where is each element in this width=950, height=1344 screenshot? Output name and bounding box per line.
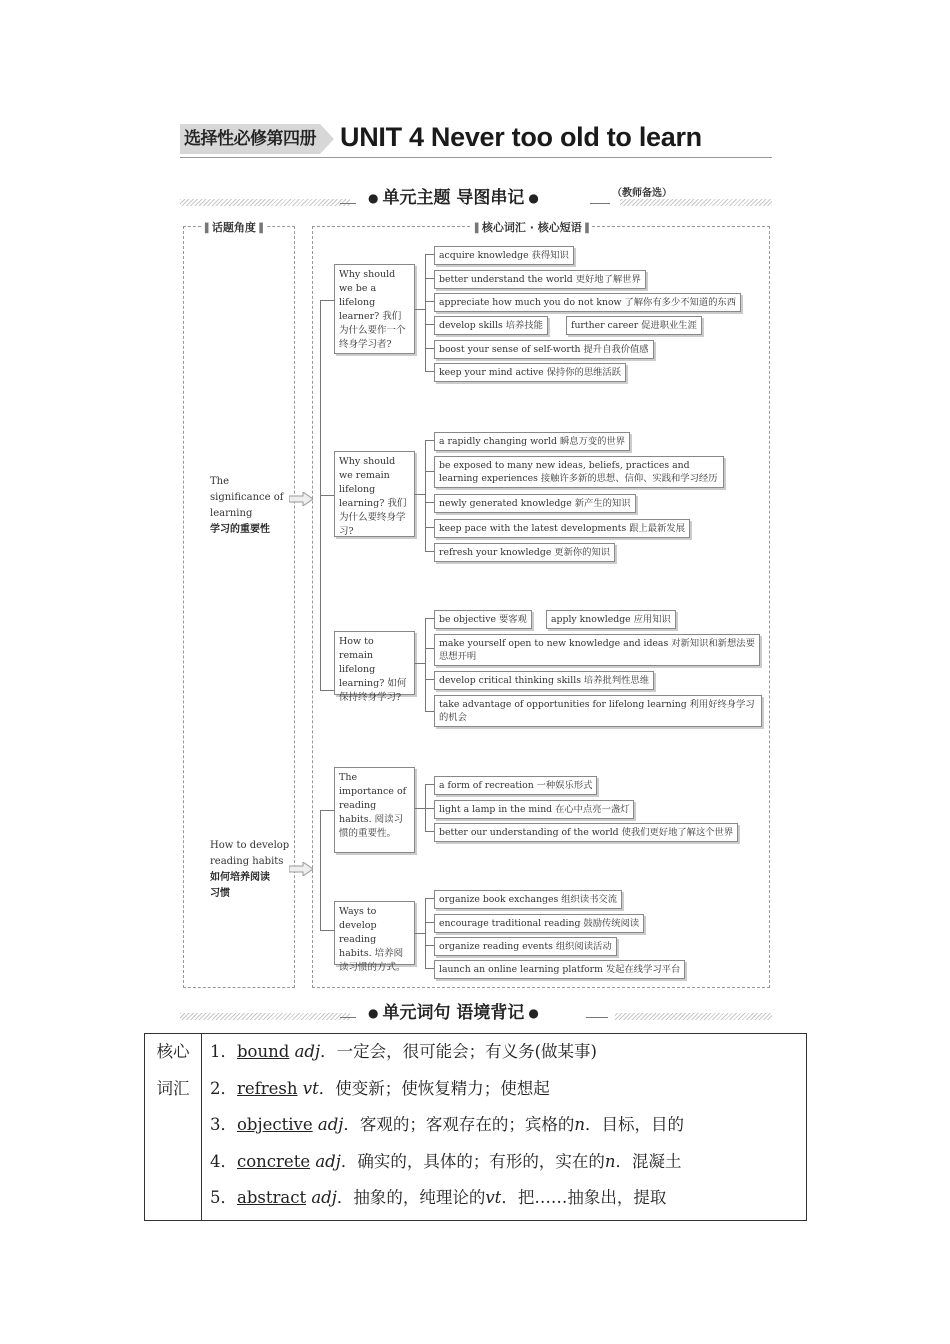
header-rule <box>180 157 772 158</box>
branch-line <box>320 690 334 691</box>
item-tick <box>425 922 434 923</box>
item-bracket <box>425 898 426 968</box>
topic-column-header: ▌ 话题角度 ▐ <box>202 219 266 235</box>
item-tick <box>425 551 434 552</box>
vocab-column-header: ▌ 核心词汇 · 核心短语 ▐ <box>472 219 592 235</box>
vocab-table <box>144 1033 807 1221</box>
item-tick <box>425 278 434 279</box>
item-tick <box>425 502 434 503</box>
phrase-item: appreciate how much you do not know 了解你有多少不知道的东西 <box>434 293 741 312</box>
branch-line <box>320 810 321 930</box>
phrase-item: organize book exchanges 组织读书交流 <box>434 890 622 909</box>
banner2-right-tick <box>586 1017 608 1018</box>
item-tick <box>425 440 434 441</box>
question-box-4: The importance of reading habits. 阅读习惯的重要性。 <box>334 767 415 853</box>
item-tick <box>425 898 434 899</box>
phrase-item: further career 促进职业生涯 <box>566 316 702 335</box>
banner1-note: （教师备选） <box>612 188 672 199</box>
unit-title: UNIT 4 Never too old to learn <box>340 122 702 152</box>
branch-line <box>320 495 334 496</box>
topic-reading-habits: How to develop reading habits 如何培养阅读习惯 <box>210 840 290 899</box>
item-tick <box>425 808 434 809</box>
item-bracket <box>415 933 425 934</box>
item-tick <box>425 945 434 946</box>
phrase-item: refresh your knowledge 更新你的知识 <box>434 543 615 562</box>
item-tick <box>425 527 434 528</box>
item-tick <box>425 471 434 472</box>
phrase-item: develop skills 培养技能 <box>434 316 548 335</box>
banner2-title: ● 单元词句 语境背记 ● <box>356 998 551 1023</box>
item-bracket <box>425 618 426 711</box>
vocab-row: 3．objective adj．客观的；客观存在的；宾格的n．目标，目的 <box>210 1115 685 1134</box>
branch-line <box>320 930 334 931</box>
phrase-item: keep your mind active 保持你的思维活跃 <box>434 363 626 382</box>
question-box-2: Why should we remain lifelong learning? 我们为什么要终身学习? <box>334 451 415 537</box>
question-box-1: Why should we be a lifelong learner? 我们为什么要作一个终身学习者? <box>334 264 415 354</box>
phrase-item: take advantage of opportunities for lifelong learning 利用好终身学习的机会 <box>434 695 762 727</box>
arrow-right-icon <box>289 492 313 506</box>
phrase-item: better understand the world 更好地了解世界 <box>434 270 646 289</box>
question-box-5: Ways to develop reading habits. 培养阅读习惯的方式。 <box>334 901 415 965</box>
item-tick <box>425 968 434 969</box>
item-bracket <box>425 440 426 551</box>
phrase-item: light a lamp in the mind 在心中点亮一盏灯 <box>434 800 634 819</box>
vocab-row: 5．abstract adj．抽象的，纯理论的vt．把……抽象出，提取 <box>210 1188 667 1207</box>
phrase-item: acquire knowledge 获得知识 <box>434 246 574 265</box>
phrase-item: better our understanding of the world 使我们更好地了解这个世界 <box>434 823 738 842</box>
item-bracket <box>415 494 425 495</box>
arrow-right-icon <box>289 862 313 876</box>
item-tick <box>425 324 434 325</box>
item-tick <box>425 648 434 649</box>
item-bracket <box>415 663 425 664</box>
phrase-item: make yourself open to new knowledge and ideas 对新知识和新想法要思想开明 <box>434 634 760 666</box>
book-volume-tag: 选择性必修第四册 <box>180 124 320 154</box>
item-tick <box>425 301 434 302</box>
phrase-item: boost your sense of self-worth 提升自我价值感 <box>434 340 654 359</box>
item-tick <box>425 618 434 619</box>
item-bracket <box>415 309 425 310</box>
banner1-title: ● 单元主题 导图串记 ● <box>356 183 551 208</box>
branch-line <box>320 300 334 301</box>
phrase-item: a form of recreation 一种娱乐形式 <box>434 776 597 795</box>
phrase-item: organize reading events 组织阅读活动 <box>434 937 617 956</box>
phrase-item: develop critical thinking skills 培养批判性思维 <box>434 671 654 690</box>
item-bracket <box>425 254 426 371</box>
item-tick <box>425 348 434 349</box>
item-bracket <box>415 808 425 809</box>
question-box-3: How to remain lifelong learning? 如何保持终身学习? <box>334 631 415 695</box>
item-tick <box>425 784 434 785</box>
vocab-row: 1．bound adj．一定会，很可能会；有义务(做某事) <box>210 1042 597 1061</box>
phrase-item: apply knowledge 应用知识 <box>546 610 676 629</box>
item-tick <box>425 831 434 832</box>
phrase-item: a rapidly changing world 瞬息万变的世界 <box>434 432 630 451</box>
vocab-row: 2．refresh vt．使变新；使恢复精力；使想起 <box>210 1078 550 1098</box>
topic-significance: The significance of learning 学习的重要性 <box>210 476 284 535</box>
phrase-item: be objective 要客观 <box>434 610 532 629</box>
phrase-item: encourage traditional reading 鼓励传统阅读 <box>434 914 644 933</box>
phrase-item: keep pace with the latest developments 跟上最新发展 <box>434 519 690 538</box>
item-tick <box>425 679 434 680</box>
phrase-item: launch an online learning platform 发起在线学习平台 <box>434 960 685 979</box>
banner1-right-tick <box>590 203 610 204</box>
item-tick <box>425 371 434 372</box>
phrase-item: be exposed to many new ideas, beliefs, practices and learning experiences 接触许多新的思想、信仰、实践和学习经历 <box>434 456 724 488</box>
item-tick <box>425 254 434 255</box>
vocab-row: 4．concrete adj．确实的，具体的；有形的，实在的n．混凝土 <box>210 1151 682 1171</box>
item-tick <box>425 711 434 712</box>
vocab-list <box>202 1034 807 1221</box>
branch-line <box>320 810 334 811</box>
phrase-item: newly generated knowledge 新产生的知识 <box>434 494 636 513</box>
vocab-table-label: 核心词汇 <box>145 1034 202 1221</box>
